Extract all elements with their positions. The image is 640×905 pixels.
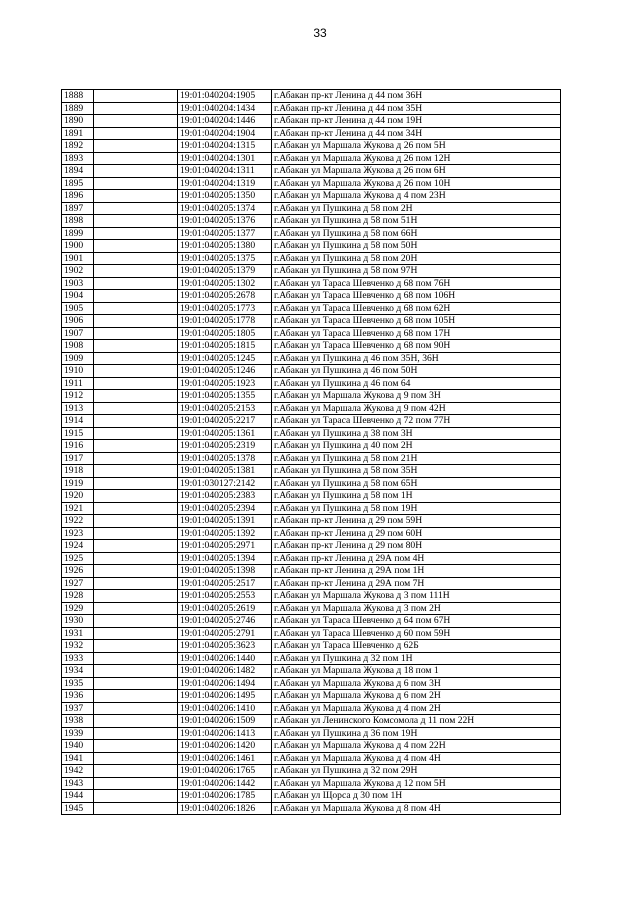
blank-cell (94, 577, 178, 590)
table-row (62, 690, 561, 703)
table-row (62, 665, 561, 678)
address-cell: г.Абакан ул Маршала Жукова д 18 пом 1 (272, 665, 561, 678)
row-number-cell: 1940 (62, 740, 94, 753)
cadastral-number-cell: 19:01:040205:1815 (178, 340, 272, 353)
blank-cell (94, 327, 178, 340)
address-cell: г.Абакан ул Пушкина д 58 пом 1Н (272, 490, 561, 503)
table-row (62, 540, 561, 553)
cadastral-number-cell: 19:01:040205:1773 (178, 302, 272, 315)
address-cell: г.Абакан ул Маршала Жукова д 4 пом 22Н (272, 740, 561, 753)
table-row (62, 627, 561, 640)
address-cell: г.Абакан ул Тараса Шевченко д 68 пом 105Н (272, 315, 561, 328)
blank-cell (94, 265, 178, 278)
cadastral-number-cell: 19:01:040206:1461 (178, 752, 272, 765)
cadastral-number-cell: 19:01:040205:1379 (178, 265, 272, 278)
cadastral-number-cell: 19:01:040205:1376 (178, 215, 272, 228)
cadastral-number-cell: 19:01:040205:1375 (178, 252, 272, 265)
row-number-cell: 1931 (62, 627, 94, 640)
cadastral-number-cell: 19:01:040205:1378 (178, 452, 272, 465)
row-number-cell: 1898 (62, 215, 94, 228)
address-cell: г.Абакан ул Маршала Жукова д 9 пом 3Н (272, 390, 561, 403)
cadastral-number-cell: 19:01:040205:1392 (178, 527, 272, 540)
address-cell: г.Абакан ул Пушкина д 58 пом 65Н (272, 477, 561, 490)
table-row (62, 490, 561, 503)
blank-cell (94, 277, 178, 290)
table-row (62, 265, 561, 278)
table-row (62, 602, 561, 615)
cadastral-number-cell: 19:01:040205:1377 (178, 227, 272, 240)
row-number-cell: 1915 (62, 427, 94, 440)
row-number-cell: 1941 (62, 752, 94, 765)
cadastral-number-cell: 19:01:040205:2553 (178, 590, 272, 603)
row-number-cell: 1911 (62, 377, 94, 390)
blank-cell (94, 315, 178, 328)
row-number-cell: 1945 (62, 802, 94, 815)
table-row (62, 315, 561, 328)
blank-cell (94, 665, 178, 678)
row-number-cell: 1934 (62, 665, 94, 678)
row-number-cell: 1907 (62, 327, 94, 340)
row-number-cell: 1922 (62, 515, 94, 528)
table-row (62, 427, 561, 440)
table-row (62, 340, 561, 353)
cadastral-number-cell: 19:01:040205:1778 (178, 315, 272, 328)
blank-cell (94, 540, 178, 553)
cadastral-number-cell: 19:01:040204:1905 (178, 90, 272, 103)
cadastral-number-cell: 19:01:040204:1315 (178, 140, 272, 153)
blank-cell (94, 515, 178, 528)
cadastral-number-cell: 19:01:040206:1495 (178, 690, 272, 703)
row-number-cell: 1892 (62, 140, 94, 153)
cadastral-number-cell: 19:01:040204:1319 (178, 177, 272, 190)
row-number-cell: 1919 (62, 477, 94, 490)
row-number-cell: 1936 (62, 690, 94, 703)
row-number-cell: 1905 (62, 302, 94, 315)
cadastral-number-cell: 19:01:040205:2619 (178, 602, 272, 615)
row-number-cell: 1890 (62, 115, 94, 128)
row-number-cell: 1943 (62, 777, 94, 790)
blank-cell (94, 565, 178, 578)
table-row (62, 652, 561, 665)
blank-cell (94, 365, 178, 378)
blank-cell (94, 427, 178, 440)
blank-cell (94, 777, 178, 790)
table-row (62, 565, 561, 578)
table-row (62, 102, 561, 115)
row-number-cell: 1939 (62, 727, 94, 740)
cadastral-number-cell: 19:01:040206:1420 (178, 740, 272, 753)
address-cell: г.Абакан ул Пушкина д 46 пом 35Н, 36Н (272, 352, 561, 365)
table-row (62, 740, 561, 753)
cadastral-number-cell: 19:01:040205:1391 (178, 515, 272, 528)
row-number-cell: 1914 (62, 415, 94, 428)
address-cell: г.Абакан пр-кт Ленина д 44 пом 36Н (272, 90, 561, 103)
cadastral-number-cell: 19:01:040206:1442 (178, 777, 272, 790)
row-number-cell: 1935 (62, 677, 94, 690)
address-cell: г.Абакан ул Пушкина д 46 пом 64 (272, 377, 561, 390)
cadastral-number-cell: 19:01:040206:1509 (178, 715, 272, 728)
blank-cell (94, 340, 178, 353)
cadastral-number-cell: 19:01:040205:3623 (178, 640, 272, 653)
row-number-cell: 1942 (62, 765, 94, 778)
address-cell: г.Абакан ул Маршала Жукова д 12 пом 5Н (272, 777, 561, 790)
cadastral-number-cell: 19:01:040205:1394 (178, 552, 272, 565)
blank-cell (94, 290, 178, 303)
table-row (62, 640, 561, 653)
blank-cell (94, 677, 178, 690)
table-row (62, 590, 561, 603)
table-row (62, 452, 561, 465)
table-row (62, 752, 561, 765)
row-number-cell: 1913 (62, 402, 94, 415)
page-number: 33 (313, 26, 327, 40)
table-row (62, 615, 561, 628)
cadastral-number-cell: 19:01:040204:1434 (178, 102, 272, 115)
address-cell: г.Абакан ул Тараса Шевченко д 72 пом 77Н (272, 415, 561, 428)
row-number-cell: 1923 (62, 527, 94, 540)
blank-cell (94, 590, 178, 603)
address-cell: г.Абакан пр-кт Ленина д 29А пом 4Н (272, 552, 561, 565)
address-cell: г.Абакан ул Маршала Жукова д 6 пом 3Н (272, 677, 561, 690)
table-row (62, 302, 561, 315)
row-number-cell: 1908 (62, 340, 94, 353)
blank-cell (94, 102, 178, 115)
table-row (62, 115, 561, 128)
table-row (62, 202, 561, 215)
address-cell: г.Абакан ул Пушкина д 40 пом 2Н (272, 440, 561, 453)
table-row (62, 577, 561, 590)
row-number-cell: 1937 (62, 702, 94, 715)
address-cell: г.Абакан ул Пушкина д 58 пом 97Н (272, 265, 561, 278)
table-row (62, 390, 561, 403)
address-cell: г.Абакан ул Маршала Жукова д 4 пом 23Н (272, 190, 561, 203)
cadastral-number-cell: 19:01:040205:1398 (178, 565, 272, 578)
blank-cell (94, 602, 178, 615)
table-row (62, 527, 561, 540)
row-number-cell: 1896 (62, 190, 94, 203)
address-cell: г.Абакан ул Маршала Жукова д 26 пом 5Н (272, 140, 561, 153)
row-number-cell: 1903 (62, 277, 94, 290)
table-row (62, 465, 561, 478)
table-row (62, 727, 561, 740)
cadastral-number-cell: 19:01:040205:2517 (178, 577, 272, 590)
table-row (62, 252, 561, 265)
row-number-cell: 1928 (62, 590, 94, 603)
table-row (62, 515, 561, 528)
blank-cell (94, 415, 178, 428)
address-cell: г.Абакан ул Маршала Жукова д 4 пом 2Н (272, 702, 561, 715)
table-row (62, 127, 561, 140)
blank-cell (94, 240, 178, 253)
table-row (62, 715, 561, 728)
table-row (62, 402, 561, 415)
blank-cell (94, 440, 178, 453)
blank-cell (94, 190, 178, 203)
cadastral-number-cell: 19:01:040205:1380 (178, 240, 272, 253)
cadastral-number-cell: 19:01:040204:1301 (178, 152, 272, 165)
address-cell: г.Абакан пр-кт Ленина д 44 пом 34Н (272, 127, 561, 140)
cadastral-number-cell: 19:01:040205:1350 (178, 190, 272, 203)
row-number-cell: 1910 (62, 365, 94, 378)
address-cell: г.Абакан пр-кт Ленина д 44 пом 19Н (272, 115, 561, 128)
cadastral-number-cell: 19:01:040206:1413 (178, 727, 272, 740)
address-cell: г.Абакан ул Пушкина д 46 пом 50Н (272, 365, 561, 378)
address-cell: г.Абакан ул Маршала Жукова д 26 пом 10Н (272, 177, 561, 190)
row-number-cell: 1901 (62, 252, 94, 265)
cadastral-number-cell: 19:01:040205:2319 (178, 440, 272, 453)
blank-cell (94, 702, 178, 715)
address-cell: г.Абакан пр-кт Ленина д 29А пом 1Н (272, 565, 561, 578)
address-cell: г.Абакан ул Пушкина д 58 пом 2Н (272, 202, 561, 215)
blank-cell (94, 627, 178, 640)
address-cell: г.Абакан ул Пушкина д 58 пом 19Н (272, 502, 561, 515)
table-row (62, 240, 561, 253)
row-number-cell: 1917 (62, 452, 94, 465)
blank-cell (94, 715, 178, 728)
row-number-cell: 1938 (62, 715, 94, 728)
row-number-cell: 1904 (62, 290, 94, 303)
table-row (62, 365, 561, 378)
blank-cell (94, 352, 178, 365)
blank-cell (94, 690, 178, 703)
address-cell: г.Абакан ул Тараса Шевченко д 60 пом 59Н (272, 627, 561, 640)
cadastral-number-cell: 19:01:040205:1923 (178, 377, 272, 390)
blank-cell (94, 165, 178, 178)
address-cell: г.Абакан ул Маршала Жукова д 8 пом 4Н (272, 802, 561, 815)
cadastral-number-cell: 19:01:040206:1494 (178, 677, 272, 690)
table-row (62, 277, 561, 290)
address-cell: г.Абакан ул Маршала Жукова д 3 пом 2Н (272, 602, 561, 615)
blank-cell (94, 377, 178, 390)
address-cell: г.Абакан ул Пушкина д 58 пом 66Н (272, 227, 561, 240)
blank-cell (94, 302, 178, 315)
blank-cell (94, 127, 178, 140)
table-row (62, 215, 561, 228)
table-row (62, 377, 561, 390)
row-number-cell: 1902 (62, 265, 94, 278)
row-number-cell: 1926 (62, 565, 94, 578)
row-number-cell: 1929 (62, 602, 94, 615)
row-number-cell: 1930 (62, 615, 94, 628)
address-cell: г.Абакан ул Маршала Жукова д 26 пом 12Н (272, 152, 561, 165)
row-number-cell: 1897 (62, 202, 94, 215)
cadastral-number-cell: 19:01:040205:1245 (178, 352, 272, 365)
blank-cell (94, 115, 178, 128)
address-cell: г.Абакан ул Пушкина д 58 пом 35Н (272, 465, 561, 478)
cadastral-number-cell: 19:01:040206:1440 (178, 652, 272, 665)
blank-cell (94, 252, 178, 265)
cadastral-number-cell: 19:01:040204:1446 (178, 115, 272, 128)
row-number-cell: 1925 (62, 552, 94, 565)
address-cell: г.Абакан ул Тараса Шевченко д 68 пом 17Н (272, 327, 561, 340)
address-cell: г.Абакан ул Маршала Жукова д 26 пом 6Н (272, 165, 561, 178)
address-cell: г.Абакан ул Маршала Жукова д 6 пом 2Н (272, 690, 561, 703)
address-cell: г.Абакан ул Пушкина д 58 пом 20Н (272, 252, 561, 265)
registry-body (62, 90, 561, 815)
blank-cell (94, 752, 178, 765)
row-number-cell: 1944 (62, 790, 94, 803)
row-number-cell: 1909 (62, 352, 94, 365)
cadastral-number-cell: 19:01:040206:1765 (178, 765, 272, 778)
cadastral-number-cell: 19:01:040205:1381 (178, 465, 272, 478)
cadastral-number-cell: 19:01:040206:1410 (178, 702, 272, 715)
row-number-cell: 1932 (62, 640, 94, 653)
blank-cell (94, 552, 178, 565)
address-cell: г.Абакан пр-кт Ленина д 29 пом 80Н (272, 540, 561, 553)
address-cell: г.Абакан ул Пушкина д 36 пом 19Н (272, 727, 561, 740)
address-cell: г.Абакан ул Маршала Жукова д 9 пом 42Н (272, 402, 561, 415)
address-cell: г.Абакан ул Маршала Жукова д 4 пом 4Н (272, 752, 561, 765)
table-row (62, 552, 561, 565)
blank-cell (94, 477, 178, 490)
blank-cell (94, 465, 178, 478)
address-cell: г.Абакан пр-кт Ленина д 44 пом 35Н (272, 102, 561, 115)
table-row (62, 165, 561, 178)
blank-cell (94, 652, 178, 665)
cadastral-number-cell: 19:01:040205:1302 (178, 277, 272, 290)
cadastral-number-cell: 19:01:040205:2394 (178, 502, 272, 515)
address-cell: г.Абакан пр-кт Ленина д 29А пом 7Н (272, 577, 561, 590)
cadastral-number-cell: 19:01:040205:1374 (178, 202, 272, 215)
blank-cell (94, 452, 178, 465)
row-number-cell: 1899 (62, 227, 94, 240)
blank-cell (94, 640, 178, 653)
address-cell: г.Абакан пр-кт Ленина д 29 пом 60Н (272, 527, 561, 540)
cadastral-number-cell: 19:01:040205:1246 (178, 365, 272, 378)
row-number-cell: 1920 (62, 490, 94, 503)
table-row (62, 502, 561, 515)
cadastral-number-cell: 19:01:040205:2153 (178, 402, 272, 415)
blank-cell (94, 527, 178, 540)
blank-cell (94, 90, 178, 103)
blank-cell (94, 502, 178, 515)
table-row (62, 777, 561, 790)
row-number-cell: 1912 (62, 390, 94, 403)
blank-cell (94, 215, 178, 228)
row-number-cell: 1895 (62, 177, 94, 190)
address-cell: г.Абакан ул Тараса Шевченко д 68 пом 90Н (272, 340, 561, 353)
blank-cell (94, 490, 178, 503)
row-number-cell: 1921 (62, 502, 94, 515)
row-number-cell: 1918 (62, 465, 94, 478)
cadastral-number-cell: 19:01:040206:1482 (178, 665, 272, 678)
blank-cell (94, 402, 178, 415)
row-number-cell: 1900 (62, 240, 94, 253)
blank-cell (94, 765, 178, 778)
blank-cell (94, 727, 178, 740)
address-cell: г.Абакан ул Пушкина д 58 пом 50Н (272, 240, 561, 253)
address-cell: г.Абакан ул Пушкина д 38 пом 3Н (272, 427, 561, 440)
address-cell: г.Абакан ул Тараса Шевченко д 68 пом 76Н (272, 277, 561, 290)
row-number-cell: 1893 (62, 152, 94, 165)
table-row (62, 140, 561, 153)
blank-cell (94, 615, 178, 628)
blank-cell (94, 740, 178, 753)
cadastral-number-cell: 19:01:040206:1826 (178, 802, 272, 815)
blank-cell (94, 390, 178, 403)
address-cell: г.Абакан ул Маршала Жукова д 3 пом 111Н (272, 590, 561, 603)
address-cell: г.Абакан пр-кт Ленина д 29 пом 59Н (272, 515, 561, 528)
table-row (62, 440, 561, 453)
row-number-cell: 1891 (62, 127, 94, 140)
blank-cell (94, 802, 178, 815)
row-number-cell: 1906 (62, 315, 94, 328)
address-cell: г.Абакан ул Ленинского Комсомола д 11 пом 22Н (272, 715, 561, 728)
row-number-cell: 1894 (62, 165, 94, 178)
cadastral-number-cell: 19:01:040205:2217 (178, 415, 272, 428)
cadastral-number-cell: 19:01:040205:2791 (178, 627, 272, 640)
row-number-cell: 1888 (62, 90, 94, 103)
table-row (62, 290, 561, 303)
row-number-cell: 1924 (62, 540, 94, 553)
row-number-cell: 1916 (62, 440, 94, 453)
address-cell: г.Абакан ул Пушкина д 58 пом 21Н (272, 452, 561, 465)
row-number-cell: 1889 (62, 102, 94, 115)
table-row (62, 90, 561, 103)
table-row (62, 477, 561, 490)
cadastral-number-cell: 19:01:030127:2142 (178, 477, 272, 490)
cadastral-number-cell: 19:01:040205:2678 (178, 290, 272, 303)
address-cell: г.Абакан ул Пушкина д 58 пом 51Н (272, 215, 561, 228)
table-row (62, 152, 561, 165)
table-row (62, 327, 561, 340)
table-row (62, 352, 561, 365)
blank-cell (94, 790, 178, 803)
blank-cell (94, 202, 178, 215)
address-cell: г.Абакан ул Тараса Шевченко д 64 пом 67Н (272, 615, 561, 628)
table-row (62, 227, 561, 240)
blank-cell (94, 177, 178, 190)
cadastral-number-cell: 19:01:040206:1785 (178, 790, 272, 803)
address-cell: г.Абакан ул Пушкина д 32 пом 1Н (272, 652, 561, 665)
address-cell: г.Абакан ул Тараса Шевченко д 68 пом 62Н (272, 302, 561, 315)
table-row (62, 177, 561, 190)
table-row (62, 802, 561, 815)
cadastral-number-cell: 19:01:040205:2383 (178, 490, 272, 503)
blank-cell (94, 227, 178, 240)
table-row (62, 415, 561, 428)
row-number-cell: 1933 (62, 652, 94, 665)
cadastral-number-cell: 19:01:040205:1361 (178, 427, 272, 440)
address-cell: г.Абакан ул Тараса Шевченко д 62Б (272, 640, 561, 653)
cadastral-number-cell: 19:01:040204:1311 (178, 165, 272, 178)
property-registry-table (61, 89, 561, 815)
table-row (62, 790, 561, 803)
table-row (62, 190, 561, 203)
cadastral-number-cell: 19:01:040205:1805 (178, 327, 272, 340)
table-row (62, 702, 561, 715)
cadastral-number-cell: 19:01:040205:2971 (178, 540, 272, 553)
address-cell: г.Абакан ул Щорса д 30 пом 1Н (272, 790, 561, 803)
address-cell: г.Абакан ул Пушкина д 32 пом 29Н (272, 765, 561, 778)
blank-cell (94, 140, 178, 153)
cadastral-number-cell: 19:01:040204:1904 (178, 127, 272, 140)
table-row (62, 677, 561, 690)
cadastral-number-cell: 19:01:040205:2746 (178, 615, 272, 628)
blank-cell (94, 152, 178, 165)
table-row (62, 765, 561, 778)
cadastral-number-cell: 19:01:040205:1355 (178, 390, 272, 403)
address-cell: г.Абакан ул Тараса Шевченко д 68 пом 106Н (272, 290, 561, 303)
row-number-cell: 1927 (62, 577, 94, 590)
